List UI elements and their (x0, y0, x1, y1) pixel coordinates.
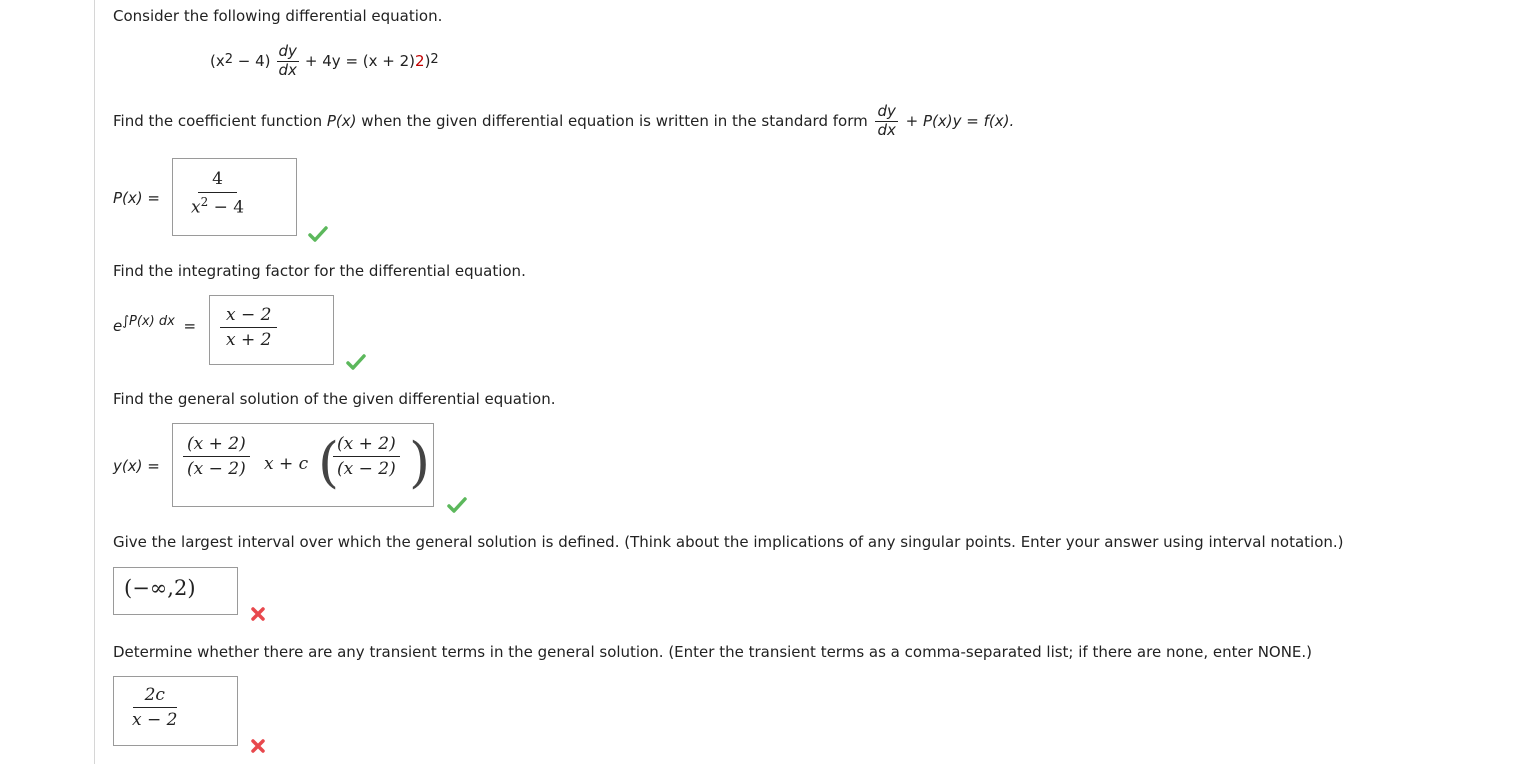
step1-prompt (113, 104, 1014, 139)
step1-prompt-px: P(x) (326, 112, 357, 131)
left-divider (94, 0, 95, 764)
step4-incorrect-x-icon (250, 606, 266, 622)
eq-rhs: + 4y = (x + 2) (304, 52, 416, 71)
step3-right-paren: ) (409, 431, 431, 494)
step2-answer-num: x − 2 (220, 305, 277, 328)
step5-prompt: Determine whether there are any transient terms in the general solution. (Enter the transient terms as a comma-separated list; if there are none, enter NONE.) (113, 643, 1313, 661)
step1-correct-check-icon (308, 226, 328, 242)
step2-answer-fraction (220, 305, 277, 350)
step3-frac1-den: (x − 2) (187, 459, 246, 479)
step3-fraction-1 (183, 434, 250, 479)
step3-frac2-den: (x − 2) (337, 459, 396, 479)
step2-label: $e^{\int P(x) dx}$ = (113, 314, 197, 335)
step1-answer-fraction (185, 169, 250, 218)
step4-answer: (−∞,2) (124, 576, 196, 600)
step1-prompt-b: when the given differential equation is written in the standard form (356, 112, 873, 131)
step3-answer-box[interactable] (172, 423, 434, 507)
step5-answer-num: 2c (133, 685, 177, 708)
step1-prompt-a: Find the coefficient function (113, 112, 327, 131)
step2-correct-check-icon (346, 354, 366, 370)
eq-lhs-open: (x (210, 52, 225, 71)
step4-prompt: Give the largest interval over which the general solution is defined. (Think about the implications of any singular points. Enter your answer using interval notation.) (113, 533, 1344, 551)
step3-prompt: Find the general solution of the given differential equation. (113, 390, 556, 408)
step1-label: P(x) = (113, 189, 160, 207)
main-equation (210, 44, 439, 79)
step5-answer-box[interactable] (113, 676, 238, 746)
step2-answer-den: x + 2 (226, 330, 272, 350)
step5-answer-fraction (126, 685, 183, 730)
step1-dy: dy (877, 102, 896, 120)
step3-fraction-2 (333, 434, 400, 479)
eq-rhs-close: ) (424, 52, 431, 71)
step1-derivative (875, 104, 897, 139)
step3-label: y(x) = (113, 457, 160, 475)
step5-incorrect-x-icon (250, 738, 266, 754)
step1-answer-box[interactable] (172, 158, 297, 236)
eq-dx: dx (278, 60, 297, 79)
step3-frac2-num: (x + 2) (333, 434, 400, 457)
step1-prompt-c: + P(x)y = f(x). (900, 112, 1015, 131)
step1-dx: dx (877, 120, 896, 139)
step3-correct-check-icon (447, 497, 467, 513)
step5-answer-den: x − 2 (132, 710, 178, 730)
step4-answer-box[interactable] (113, 567, 238, 615)
step3-frac1-num: (x + 2) (183, 434, 250, 457)
step2-prompt: Find the integrating factor for the differential equation. (113, 262, 526, 280)
step1-answer-num: 4 (198, 169, 237, 193)
eq-rhs-two: 2 (415, 52, 425, 71)
question-intro: Consider the following differential equation. (113, 7, 443, 25)
eq-lhs-square: 2 (224, 51, 234, 67)
step3-middle-term: x + c (264, 454, 309, 474)
eq-dy: dy (278, 42, 297, 60)
eq-derivative (277, 44, 299, 79)
step2-answer-box[interactable] (209, 295, 334, 365)
eq-lhs-minus: − 4) (233, 52, 271, 71)
step1-answer-den: $x^2 - 4$ (191, 195, 245, 218)
eq-rhs-square: 2 (430, 51, 439, 67)
step3-left-paren: ( (318, 431, 340, 494)
